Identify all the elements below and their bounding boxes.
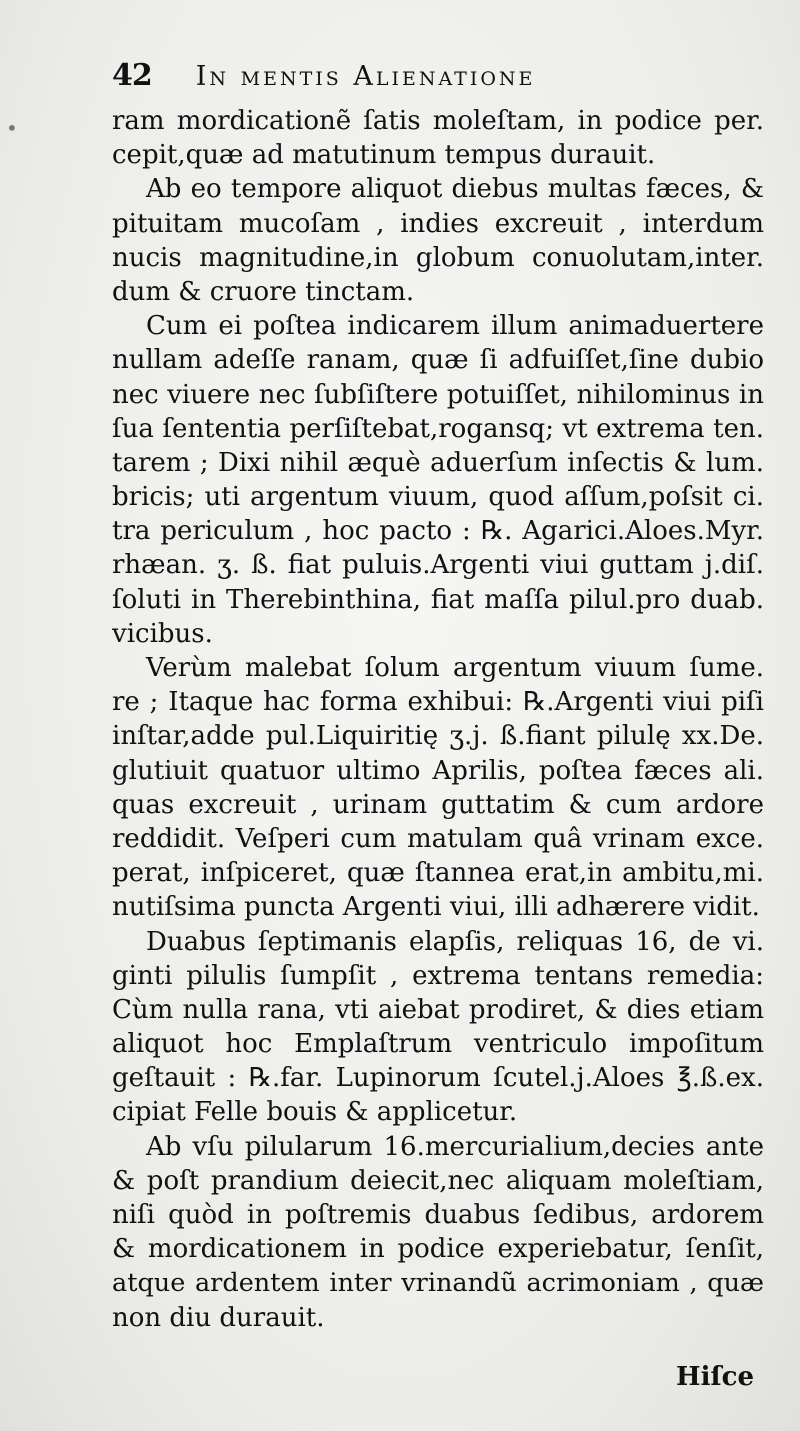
body-text: [112, 104, 764, 1335]
text-line: re ; Itaque hac forma exhibui: ℞.Argenti viui piſi: [112, 687, 764, 718]
catchword: Hiſce: [676, 1362, 754, 1392]
text-line: reddidit. Veſperi cum matulam quâ vrinam exce.: [112, 823, 764, 854]
text-line: cipiat Felle bouis & applicetur.: [112, 1097, 518, 1128]
text-line: quas excreuit , urinam guttatim & cum ardore: [112, 789, 764, 820]
text-line: nullam adeſſe ranam, quæ ſi adfuiſſet,ſine dubio: [112, 345, 764, 376]
text-line: bricis; uti argentum viuum, quod aſſum,poſsit ci.: [112, 482, 764, 513]
text-line: ſua ſententia perſiſtebat,rogansq; vt extrema ten.: [112, 413, 764, 444]
text-line: ſoluti in Therebinthina, fiat maſſa pilul.pro duab.: [112, 584, 764, 615]
text-line: tarem ; Dixi nihil æquè aduerſum inſectis & lum.: [112, 447, 764, 478]
text-line: ginti pilulis ſumpſit , extrema tentans remedia:: [112, 960, 764, 991]
margin-dot: •: [6, 116, 18, 140]
text-line: atque ardentem inter vrinandũ acrimoniam , quæ: [112, 1268, 764, 1299]
text-line: nutiſsima puncta Argenti viui, illi adhærere vidit.: [112, 892, 760, 923]
text-line: tra periculum , hoc pacto : ℞. Agarici.Aloes.Myr.: [112, 516, 764, 547]
text-line: perat, inſpiceret, quæ ſtannea erat,in ambitu,mi.: [112, 858, 764, 889]
page-header: [112, 58, 672, 98]
text-line: geſtauit : ℞.far. Lupinorum ſcutel.j.Aloes ℥.ß.ex.: [112, 1063, 764, 1094]
running-head: In mentis Alienatione: [195, 61, 536, 92]
text-line: niſi quòd in poſtremis duabus ſedibus, ardorem: [112, 1200, 764, 1230]
text-line: nec viuere nec ſubſiſtere potuiſſet, nihilominus in: [112, 379, 764, 410]
text-line: Cùm nulla rana, vti aiebat prodiret, & dies etiam: [112, 994, 764, 1025]
page-number: 42: [112, 58, 152, 93]
text-line: non diu durauit.: [112, 1302, 325, 1333]
text-line: ram mordicationẽ ſatis moleſtam, in podice per.: [112, 106, 764, 136]
text-line: Ab vſu pilularum 16.mercurialium,decies ante: [146, 1131, 764, 1162]
text-line: aliquot hoc Emplaſtrum ventriculo impoſitum: [112, 1029, 764, 1060]
text-line: & poſt prandium deiecit,nec aliquam moleſtiam,: [112, 1165, 764, 1196]
text-line: Ab eo tempore aliquot diebus multas fæces, &: [146, 174, 764, 205]
text-line: rhæan. ʒ. ß. fiat puluis.Argenti viui guttam j.diſ.: [112, 550, 764, 581]
text-line: Cum ei poſtea indicarem illum animaduertere: [146, 311, 764, 342]
text-line: Verùm malebat ſolum argentum viuum ſume.: [146, 653, 764, 683]
text-line: & mordicationem in podice experiebatur, ſenſit,: [112, 1234, 764, 1265]
text-line: Duabus ſeptimanis elapſis, reliquas 16, de vi.: [146, 926, 764, 957]
text-line: inſtar,adde pul.Liquiritię ʒ.j. ß.fiant pilulę xx.De.: [112, 721, 764, 752]
text-line: glutiuit quatuor ultimo Aprilis, poſtea fæces ali.: [112, 755, 764, 786]
text-line: nucis magnitudine,in globum conuolutam,inter.: [112, 242, 764, 273]
text-line: pituitam mucoſam , indies excreuit , interdum: [112, 208, 764, 239]
text-line: vicibus.: [112, 618, 213, 649]
text-line: cepit,quæ ad matutinum tempus durauit.: [112, 140, 656, 171]
text-line: dum & cruore tinctam.: [112, 276, 415, 307]
